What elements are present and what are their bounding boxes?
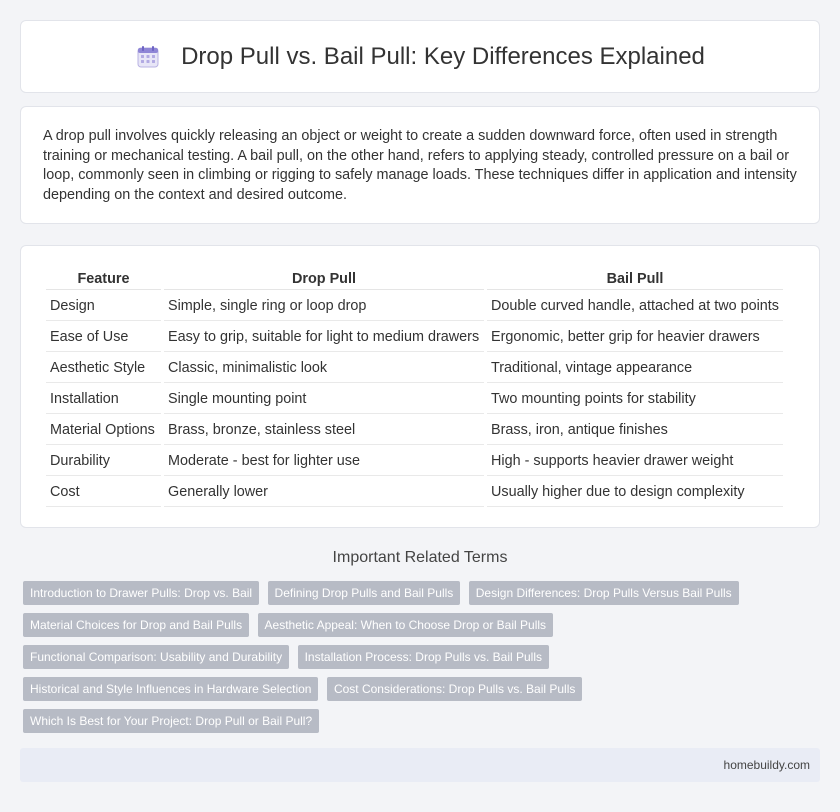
cell-drop-pull: Simple, single ring or loop drop	[164, 292, 484, 321]
table-row	[46, 447, 783, 476]
cell-drop-pull: Generally lower	[164, 478, 484, 507]
table-row	[46, 416, 783, 445]
intro-text: A drop pull involves quickly releasing an object or weight to create a sudden downward force, often used in strength training or mechanical testing. A bail pull, on the other hand, refers to applying steady, controlled pressure on a bail or loop, commonly seen in climbing or rigging to safely manage loads. These techniques differ in application and intensity depending on the context and desired outcome.	[43, 128, 797, 203]
related-tag-link[interactable]: Installation Process: Drop Pulls vs. Bail Pulls	[298, 645, 549, 669]
table-row	[46, 292, 783, 321]
related-tag-link[interactable]: Defining Drop Pulls and Bail Pulls	[268, 581, 461, 605]
intro-card	[20, 106, 820, 224]
cell-feature: Design	[46, 292, 161, 321]
cell-feature: Ease of Use	[46, 323, 161, 352]
cell-feature: Cost	[46, 478, 161, 507]
related-tag-link[interactable]: Material Choices for Drop and Bail Pulls	[23, 613, 249, 637]
cell-drop-pull: Classic, minimalistic look	[164, 354, 484, 383]
cell-feature: Installation	[46, 385, 161, 414]
table-row	[46, 385, 783, 414]
related-terms-tags	[23, 581, 823, 741]
footer	[20, 748, 820, 782]
page-title: Drop Pull vs. Bail Pull: Key Differences Explained	[181, 42, 705, 70]
related-terms-title: Important Related Terms	[332, 549, 508, 566]
calendar-icon	[135, 44, 161, 70]
cell-bail-pull: Traditional, vintage appearance	[487, 354, 783, 383]
header-bail-pull: Bail Pull	[487, 268, 783, 290]
cell-drop-pull: Moderate - best for lighter use	[164, 447, 484, 476]
comparison-table	[43, 266, 786, 509]
cell-feature: Aesthetic Style	[46, 354, 161, 383]
cell-bail-pull: Usually higher due to design complexity	[487, 478, 783, 507]
related-tag-link[interactable]: Functional Comparison: Usability and Durability	[23, 645, 289, 669]
cell-bail-pull: Brass, iron, antique finishes	[487, 416, 783, 445]
cell-bail-pull: High - supports heavier drawer weight	[487, 447, 783, 476]
related-tag-link[interactable]: Aesthetic Appeal: When to Choose Drop or Bail Pulls	[258, 613, 553, 637]
cell-bail-pull: Two mounting points for stability	[487, 385, 783, 414]
cell-bail-pull: Ergonomic, better grip for heavier drawers	[487, 323, 783, 352]
related-tag-link[interactable]: Introduction to Drawer Pulls: Drop vs. Bail	[23, 581, 259, 605]
cell-feature: Durability	[46, 447, 161, 476]
related-tag-link[interactable]: Historical and Style Influences in Hardware Selection	[23, 677, 318, 701]
comparison-table-card	[20, 245, 820, 528]
table-row	[46, 478, 783, 507]
table-header-row	[46, 268, 783, 290]
header-drop-pull: Drop Pull	[164, 268, 484, 290]
related-tag-link[interactable]: Design Differences: Drop Pulls Versus Bail Pulls	[469, 581, 739, 605]
related-tag-link[interactable]: Cost Considerations: Drop Pulls vs. Bail Pulls	[327, 677, 582, 701]
table-row	[46, 354, 783, 383]
related-tag-link[interactable]: Which Is Best for Your Project: Drop Pull or Bail Pull?	[23, 709, 319, 733]
cell-drop-pull: Single mounting point	[164, 385, 484, 414]
title-card	[20, 20, 820, 93]
cell-bail-pull: Double curved handle, attached at two points	[487, 292, 783, 321]
cell-feature: Material Options	[46, 416, 161, 445]
cell-drop-pull: Brass, bronze, stainless steel	[164, 416, 484, 445]
header-feature: Feature	[46, 268, 161, 290]
footer-site-link[interactable]: homebuildy.com	[723, 758, 810, 772]
table-row	[46, 323, 783, 352]
cell-drop-pull: Easy to grip, suitable for light to medium drawers	[164, 323, 484, 352]
